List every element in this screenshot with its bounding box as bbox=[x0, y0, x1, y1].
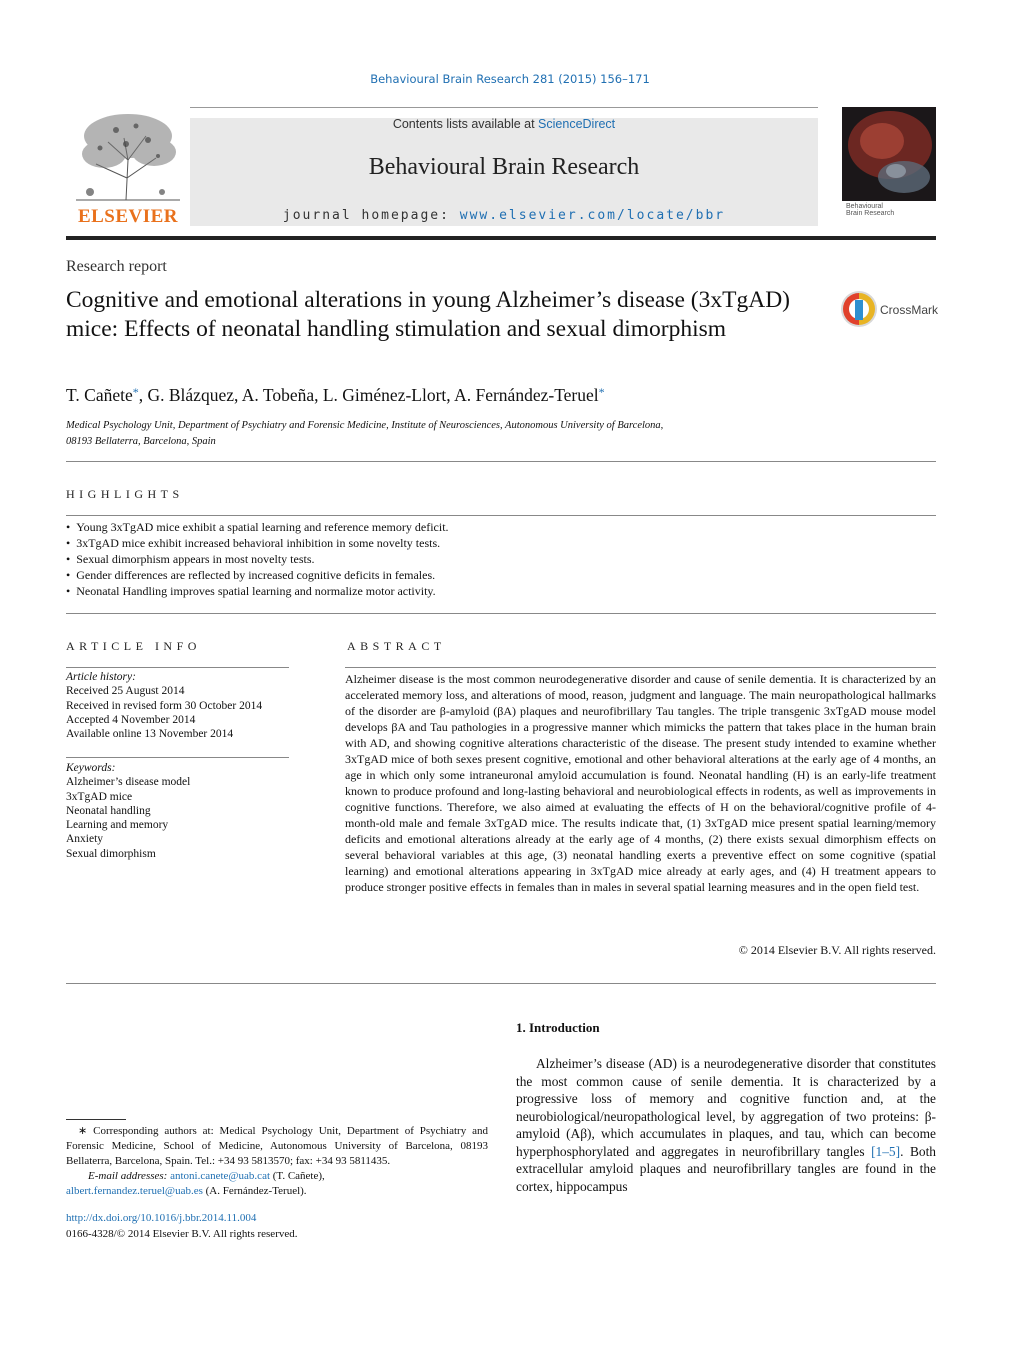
affiliation bbox=[66, 418, 766, 449]
keyword[interactable]: Alzheimer’s disease model bbox=[66, 776, 191, 789]
history-date: Received in revised form 30 October 2014 bbox=[66, 699, 263, 712]
history-date: Available online 13 November 2014 bbox=[66, 728, 234, 741]
highlights-list bbox=[66, 519, 936, 599]
abstract-heading: ABSTRACT bbox=[347, 639, 446, 653]
keyword[interactable]: Anxiety bbox=[66, 833, 104, 846]
elsevier-wordmark: ELSEVIER bbox=[77, 206, 179, 227]
divider bbox=[66, 667, 289, 668]
corresponding-author-footnote bbox=[66, 1124, 488, 1199]
intro-text: Alzheimer’s disease (AD) is a neurodegenerative disorder that constitutes the most common cause of senile dementia. It is characterized by a progressive loss of memory and cognitive function and, at the neurobiological/neuropathological level, by aggregation of two proteins: β-amyloid (Aβ), which accumulates in plaques, and tau, which can become hyperphosphorylated and aggregates in neurofibrillary tangles bbox=[516, 1056, 936, 1159]
author-separator: , bbox=[233, 385, 242, 405]
affiliation-line-2: 08193 Bellaterra, Barcelona, Spain bbox=[66, 435, 216, 447]
header-divider bbox=[66, 236, 936, 240]
copyright: © 2014 Elsevier B.V. All rights reserved. bbox=[738, 943, 936, 957]
keyword[interactable]: Learning and memory bbox=[66, 819, 169, 832]
author-separator: , bbox=[138, 385, 148, 405]
article-info-heading: ARTICLE INFO bbox=[66, 639, 201, 653]
highlight-item: • 3xTgAD mice exhibit increased behavioral inhibition in some novelty tests. bbox=[66, 535, 936, 551]
author-name: G. Blázquez bbox=[147, 385, 234, 405]
journal-cover-image[interactable] bbox=[842, 107, 936, 227]
homepage-prefix: journal homepage: bbox=[282, 208, 460, 223]
divider bbox=[66, 757, 289, 758]
email-link-canete[interactable]: antoni.canete@uab.cat bbox=[170, 1170, 271, 1182]
introduction-paragraph bbox=[516, 1055, 936, 1195]
article-title: Cognitive and emotional alterations in young Alzheimer’s disease (3xTgAD) mice: Effects of neonatal handling stimulation and sexual dimorphism bbox=[66, 287, 790, 342]
keyword[interactable]: Sexual dimorphism bbox=[66, 847, 156, 860]
history-label: Article history: bbox=[66, 671, 136, 683]
keywords bbox=[66, 761, 296, 861]
author-list bbox=[66, 385, 605, 406]
highlight-item: • Neonatal Handling improves spatial learning and normalize motor activity. bbox=[66, 583, 936, 599]
affiliation-line-1: Medical Psychology Unit, Department of Psychiatry and Forensic Medicine, Institute of Neurosciences, Autonomous University of Barcelona, bbox=[66, 420, 664, 431]
keyword[interactable]: Neonatal handling bbox=[66, 804, 151, 817]
email-owner: (T. Cañete), bbox=[270, 1170, 325, 1182]
section-heading-introduction: 1. Introduction bbox=[516, 1020, 600, 1035]
corresponding-author-marker[interactable]: * bbox=[132, 385, 139, 399]
intro-text-continued: . Both extracellular amyloid plaques and neurofibrillary tangles are found in the cortex, hippocampus bbox=[516, 1143, 936, 1194]
highlight-item: • Sexual dimorphism appears in most novelty tests. bbox=[66, 551, 936, 567]
doi-link[interactable]: http://dx.doi.org/10.1016/j.bbr.2014.11.004 bbox=[66, 1212, 257, 1224]
divider bbox=[66, 515, 936, 516]
author-name: A. Fernández-Teruel bbox=[454, 385, 599, 405]
footnote-rule bbox=[66, 1119, 126, 1120]
divider bbox=[66, 983, 936, 984]
history-date: Received 25 August 2014 bbox=[66, 685, 185, 698]
history-date: Accepted 4 November 2014 bbox=[66, 713, 196, 726]
reference-link[interactable]: [1–5] bbox=[871, 1143, 901, 1159]
issn-copyright: 0166-4328/© 2014 Elsevier B.V. All rights reserved. bbox=[66, 1227, 298, 1240]
highlights-heading: HIGHLIGHTS bbox=[66, 487, 184, 501]
corresponding-author-marker[interactable]: * bbox=[598, 385, 605, 399]
email-link-fernandez-teruel[interactable]: albert.fernandez.teruel@uab.es bbox=[66, 1185, 203, 1197]
journal-name: Behavioural Brain Research bbox=[368, 154, 640, 180]
keyword[interactable]: 3xTgAD mice bbox=[66, 790, 133, 803]
abstract-text: Alzheimer disease is the most common neurodegenerative disorder and cause of senile dementia. It is characterized by an accelerated memory loss, and alterations of mood, reason, judgment and language. The main neuropathological hallmarks of the disorder are β-amyloid (βA) plaques and neurofibrillary Tau tangles. The triple transgenic 3xTgAD mouse model develops βA and Tau pathologies in a progressive manner which mimicks the pattern that takes place in the human brain with AD, and showing cognitive alterations characteristic of the disease. The present study intended to examine whether 3xTgAD mice of both sexes present cognitive, emotional and other behavioral alterations at the early age of 4 months, an age in which only some intraneuronal amyloid accumulation is found. Neonatal handling (H) is an early-life treatment known to produce profound and long-lasting behavioral and neurobiological effects in rodents, as well as improvements in cognitive functions. Therefore, we also aimed at evaluating the effects of H on the behavioral/cognitive profile of 4-month-old male and female 3xTgAD mice. The results indicate that, (1) 3xTgAD mice present spatial learning/memory deficits and emotional alterations already at the early age of 4 months, (2) there exists sexual dimorphism effects on several behavioral variables at this age, (3) neonatal handling exerts a preventive effect on some cognitive (spatial learning) and emotional alterations appearing in 3xTgAD mice already at early ages, and (4) H treatment appears to produce stronger positive effects in females than in males in several spatial learning measures and in the open field test. bbox=[345, 672, 936, 894]
contents-prefix: Contents lists available at bbox=[392, 117, 539, 131]
tree-icon bbox=[66, 108, 190, 204]
divider bbox=[66, 613, 936, 614]
sciencedirect-link[interactable]: ScienceDirect bbox=[538, 117, 616, 131]
homepage-line bbox=[190, 208, 818, 223]
divider bbox=[66, 461, 936, 462]
page-footer bbox=[66, 1211, 298, 1242]
header-rule bbox=[190, 107, 818, 108]
crossmark-badge[interactable] bbox=[840, 290, 940, 330]
crossmark-icon bbox=[840, 290, 878, 328]
author-name: L. Giménez-Llort bbox=[322, 385, 447, 405]
article-history bbox=[66, 670, 296, 741]
article-type: Research report bbox=[66, 258, 167, 275]
highlight-item: • Young 3xTgAD mice exhibit a spatial learning and reference memory deficit. bbox=[66, 519, 936, 535]
author-name: A. Tobeña bbox=[241, 385, 315, 405]
journal-citation[interactable]: Behavioural Brain Research 281 (2015) 156–171 bbox=[370, 72, 650, 86]
author-name: T. Cañete bbox=[66, 385, 133, 405]
contents-line bbox=[190, 117, 818, 131]
divider bbox=[345, 667, 936, 668]
keywords-label: Keywords: bbox=[66, 762, 116, 774]
footnote-text: Corresponding authors at: Medical Psychology Unit, Department of Psychiatry and Forensic Medicine, School of Medicine, Autonomous University of Barcelona, 08193 Bellaterra, Barcelona, Spain. Tel.: +34 93 5813570; fax: +34 93 5811435. bbox=[66, 1125, 488, 1167]
email-label: E-mail addresses: bbox=[88, 1170, 171, 1182]
author-separator: , bbox=[446, 385, 455, 405]
homepage-link[interactable]: www.elsevier.com/locate/bbr bbox=[459, 208, 726, 223]
cover-title: Behavioural Brain Research bbox=[846, 203, 895, 217]
crossmark-label: CrossMark bbox=[880, 303, 939, 317]
email-owner: (A. Fernández-Teruel). bbox=[202, 1185, 307, 1197]
footnote-marker: ∗ bbox=[78, 1125, 88, 1137]
highlight-item: • Gender differences are reflected by increased cognitive deficits in females. bbox=[66, 567, 936, 583]
author-separator: , bbox=[314, 385, 323, 405]
